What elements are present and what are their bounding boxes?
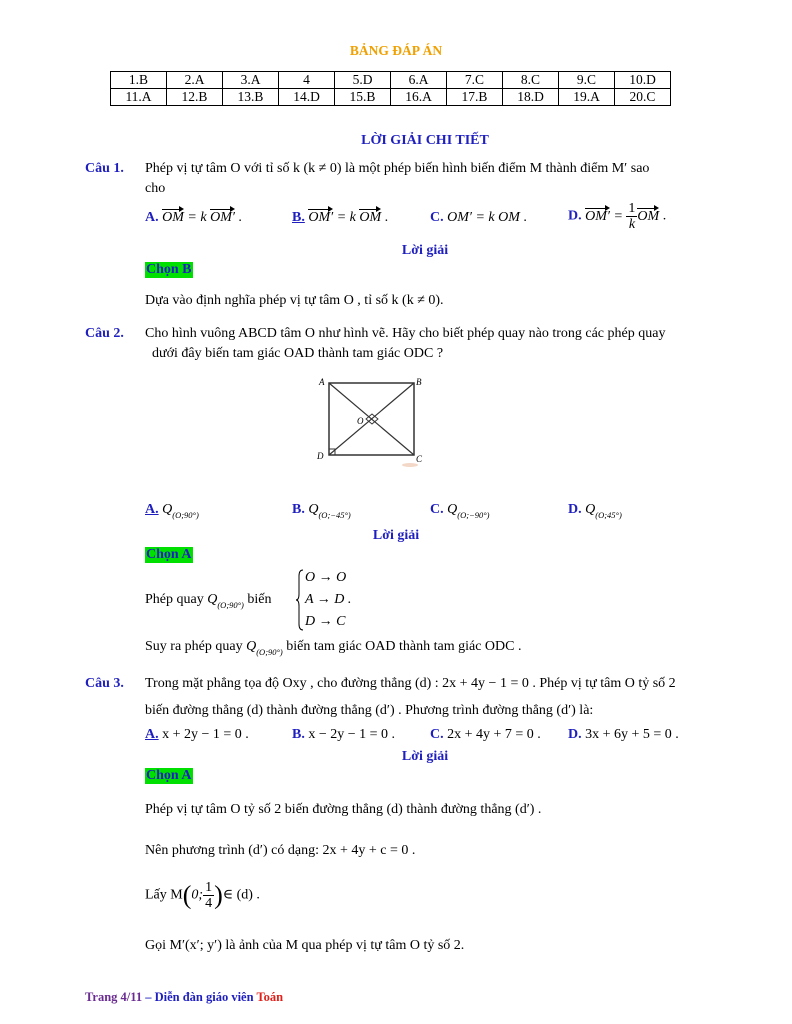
center-label-o: O (357, 416, 364, 426)
q2-option-d: D. $Q_{(O;45^\circ)}$ (568, 502, 622, 520)
q3-option-c (430, 727, 541, 743)
table-cell: 19.A (559, 89, 615, 106)
q3-option-b (292, 727, 395, 743)
conclusion-suffix: biến tam giác OAD thành tam giác ODC . (286, 639, 522, 654)
option-letter: A. (145, 727, 159, 742)
map-line-3: D → C (305, 614, 346, 629)
page-footer (85, 990, 283, 1005)
table-cell: 9.C (559, 72, 615, 89)
q3-text: Trong mặt phẳng tọa độ Oxy , cho đường thẳng (d) : 2x + 4y − 1 = 0 . Phép vị tự tâm O tỷ số 2 (145, 676, 676, 691)
map-line-2: A → D . (305, 592, 352, 607)
option-text: x − 2y − 1 = 0 . (308, 727, 396, 742)
table-cell: 2.A (167, 72, 223, 89)
table-cell: 8.C (503, 72, 559, 89)
option-text: 2x + 4y + 7 = 0 . (447, 727, 541, 742)
table-row (111, 72, 671, 89)
q3-step-4: Gọi M′(x′; y′) là ảnh của M qua phép vị tự tâm O tỷ số 2. (145, 938, 465, 953)
table-cell: 11.A (111, 89, 167, 106)
q1-choice-badge: Chọn B (146, 262, 192, 277)
option-letter: B. (292, 210, 305, 225)
option-letter: D. (568, 502, 582, 517)
q2-option-c: C. $Q_{(O;-90^\circ)}$ (430, 502, 490, 520)
answer-key-table (110, 71, 671, 106)
q1-text-cont: cho (145, 181, 166, 196)
q3-step-3: Lấy M(0; $\frac{1}{4}$ )∈ (d) . (145, 880, 260, 911)
q1-option-b: B. OM′ = k OM . (292, 210, 389, 225)
table-cell: 1.B (111, 72, 167, 89)
q2-solution-heading: Lời giải (372, 528, 420, 543)
q1-label: Câu 1. (85, 161, 124, 176)
table-cell: 5.D (335, 72, 391, 89)
option-letter: C. (430, 502, 444, 517)
q3-option-a (145, 727, 249, 743)
q2-option-a: A. $Q_{(O;90^\circ)}$ (145, 502, 199, 520)
rotation-subscript: (O;90°) (256, 647, 283, 657)
step-3-suffix: ∈ (d) . (222, 887, 260, 903)
q3-text-cont: biến đường thẳng (d) thành đường thẳng (d′) . Phương trình đường thẳng (d′) là: (145, 703, 594, 718)
table-cell: 4 (279, 72, 335, 89)
rotation-word: biến (247, 592, 272, 607)
table-cell: 20.C (615, 89, 671, 106)
table-cell: 3.A (223, 72, 279, 89)
option-letter: B. (292, 502, 305, 517)
table-row (111, 89, 671, 106)
footer-subject: Toán (256, 990, 284, 1004)
q3-label: Câu 3. (85, 676, 124, 691)
table-cell: 12.B (167, 89, 223, 106)
option-letter: B. (292, 727, 305, 742)
table-cell: 17.B (447, 89, 503, 106)
rotation-subscript: (O;90°) (172, 510, 199, 520)
table-cell: 10.D (615, 72, 671, 89)
q1-solution-heading: Lời giải (401, 243, 449, 258)
map-line-1: O → O (305, 570, 347, 585)
answer-key-title: BẢNG ĐÁP ÁN (349, 43, 443, 58)
q2-conclusion: Suy ra phép quay $Q_{(O;90^\circ)}$ biến tam giác OAD thành tam giác ODC . (145, 639, 522, 657)
q3-choice-badge: Chọn A (146, 768, 192, 783)
vertex-label-b: B (416, 377, 422, 387)
step-3-prefix: Lấy M (145, 887, 183, 903)
q3-step-1: Phép vị tự tâm O tỷ số 2 biến đường thẳng (d) thành đường thẳng (d′) . (145, 802, 542, 817)
footer-page: Trang 4/11 (85, 990, 143, 1004)
vertex-label-c: C (416, 454, 423, 464)
rotation-subscript: (O;90°) (217, 600, 244, 610)
vertex-label-d: D (317, 451, 324, 461)
q1-option-c: C. OM′ = k OM . (430, 210, 527, 225)
option-letter: D. (568, 727, 582, 742)
q1-option-d: D. OM′ = $\frac{1}{k}$ OM . (568, 201, 667, 232)
table-cell: 14.D (279, 89, 335, 106)
q2-choice-badge: Chọn A (146, 547, 192, 562)
q1-text: Phép vị tự tâm O với tỉ số k (k ≠ 0) là một phép biến hình biến điểm M thành điểm M′ sao (145, 161, 650, 176)
q2-label: Câu 2. (85, 326, 124, 341)
option-letter: A. (145, 210, 159, 225)
table-cell: 7.C (447, 72, 503, 89)
q1-explanation: Dựa vào định nghĩa phép vị tự tâm O , tỉ số k (k ≠ 0). (145, 293, 444, 308)
q2-text: Cho hình vuông ABCD tâm O như hình vẽ. Hãy cho biết phép quay nào trong các phép quay (145, 326, 666, 341)
table-cell: 6.A (391, 72, 447, 89)
rotation-subscript: (O;−90°) (457, 510, 490, 520)
q2-option-b: B. $Q_{(O;-45^\circ)}$ (292, 502, 351, 520)
q1-option-a: A. OM = k OM′ . (145, 210, 242, 225)
rotation-prefix: Phép quay (145, 592, 204, 607)
option-text: x + 2y − 1 = 0 . (162, 727, 249, 742)
conclusion-prefix: Suy ra phép quay (145, 639, 243, 654)
option-letter: C. (430, 210, 444, 225)
q3-step-2: Nên phương trình (d′) có dạng: 2x + 4y + c = 0 . (145, 843, 416, 858)
option-text: 3x + 6y + 5 = 0 . (585, 727, 679, 742)
option-letter: C. (430, 727, 444, 742)
watermark-smudge (402, 463, 418, 467)
q3-solution-heading: Lời giải (401, 749, 449, 764)
q3-option-d (568, 727, 679, 743)
q2-text-cont: dưới đây biến tam giác OAD thành tam giác ODC ? (152, 346, 444, 361)
detail-title: LỜI GIẢI CHI TIẾT (361, 133, 489, 148)
option-letter: A. (145, 502, 159, 517)
q2-rotation-statement: Phép quay $Q_{(O;90^\circ)}$ biến (145, 592, 272, 610)
rotation-subscript: (O;45°) (595, 510, 622, 520)
option-letter: D. (568, 208, 582, 224)
table-cell: 13.B (223, 89, 279, 106)
rotation-subscript: (O;−45°) (318, 510, 351, 520)
curly-brace (295, 568, 305, 632)
vertex-label-a: A (319, 377, 325, 387)
table-cell: 15.B (335, 89, 391, 106)
table-cell: 18.D (503, 89, 559, 106)
square-figure (312, 372, 427, 472)
footer-forum: Diễn đàn giáo viên (154, 990, 257, 1004)
footer-dash: – (142, 990, 155, 1004)
table-cell: 16.A (391, 89, 447, 106)
